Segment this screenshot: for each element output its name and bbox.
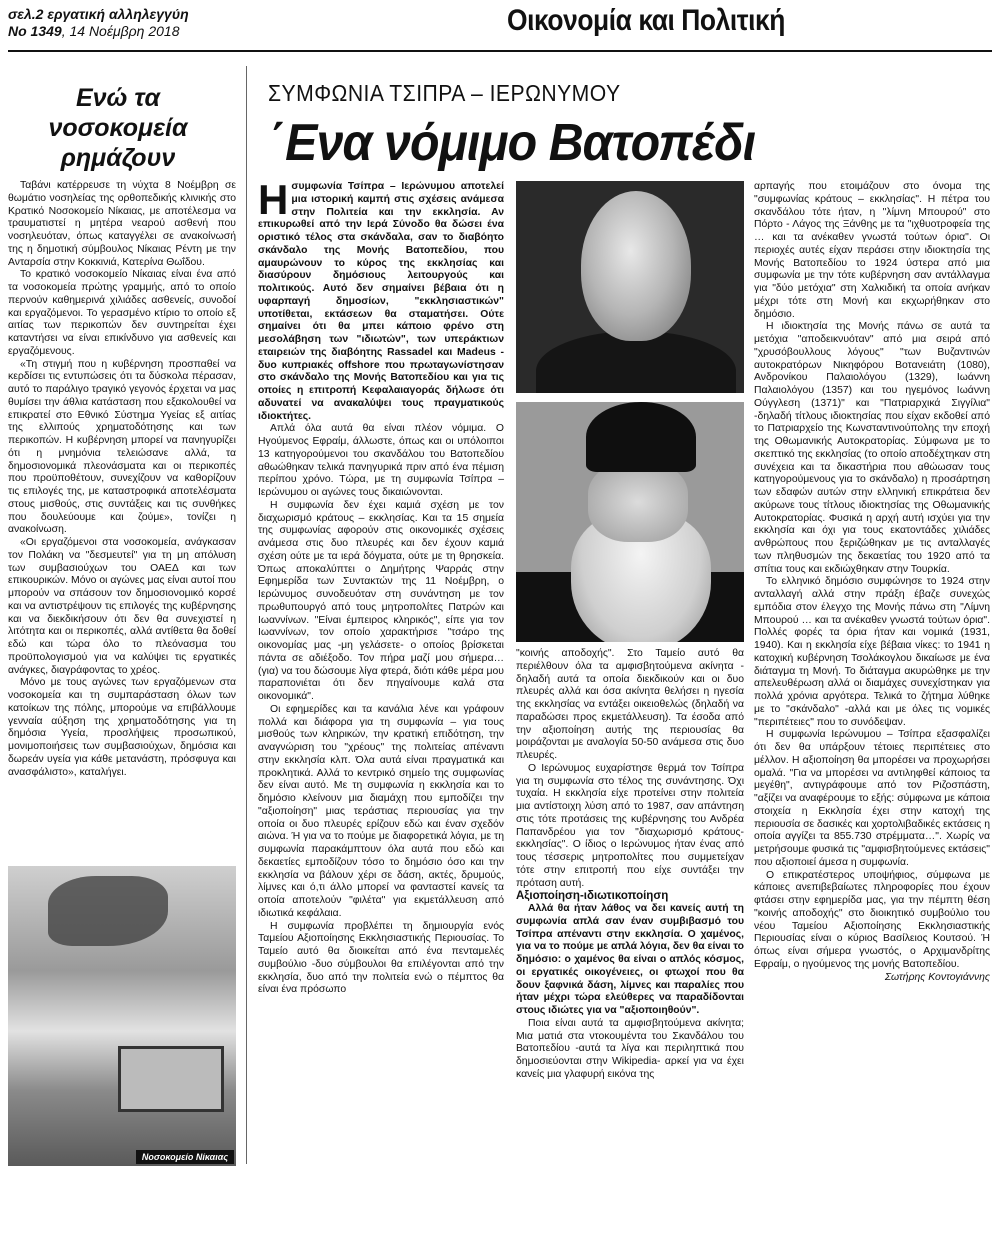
- sidebar-body: [8, 180, 236, 779]
- article-column-1: [258, 176, 504, 997]
- article-paragraph: Η συμφωνία Ιερώνυμου – Τσίπρα εξασφαλίζει ότι δεν θα υπάρξουν τέτοιες περιπέτειες στο μέλλον. Η αξιοποίηση θα μπορέσει να προχωρήσει ομαλά. "Για να μπορέσει να αντιληφθεί κάποιος τα μεγέθη", αντιγράφουμε από τον Ριζοσπάστη, "αξίζει να αναφέρουμε το εξής: σύμφωνα με κάποια στοιχεία η Εκκλησία έχει στην κατοχή της περιουσία σε δασικές και χορτολιβαδικές εκτάσεις η οποία αγγίζει τα 855.730 στρέμματα…". Χωρίς να μετρήσουμε φυσικά τις "αμφισβητούμενες εκτάσεις" που αξιοποιεί άμεσα η συμφωνία.: [754, 729, 990, 868]
- article-paragraph: Η συμφωνία δεν έχει καμιά σχέση με τον διαχωρισμό κράτους – εκκλησίας. Και τα 15 σημεία της συμφωνίας αφορούν στις οικονομικές σχέσεις ανάμεσα στις δυο πλευρές και δεν έχουν καμιά σχέση ούτε με τα ιερά δόγματα, ούτε με τη θρησκεία. Όπως αποκαλύπτει ο Δημήτρης Ψαρράς στην Εφημερίδα των Συντακτών της 11 Νοέμβρη, ο Ιερώνυμος συνοδευόταν στη συνάντηση με τον πρωθυπουργό από τους μητροπολίτες Πατρών και Ιωαννίνων. "Είναι έμπειρος κληρικός", είπε για τον Ιωαννίνων, τον οποίο χαρακτήρισε "τσάρο της οικονομίας μας -μη γελάσετε- ο οποίος βρίσκεται πάντα σε αδιέξοδο. Τον πήρα μαζί μου σήμερα… (για) να του δώσουμε λίγα φτερά, διότι κάθε μέρα μου παραπονιέται ότι δεν πηγαίνουμε καλά στα οικονομικά".: [258, 499, 504, 702]
- sidebar-paragraph: «Τη στιγμή που η κυβέρνηση προσπαθεί να κερδίσει τις εντυπώσεις ότι τα δύσκολα πέρασαν, αυτό το παράλιγο τραγικό γεγονός έρχεται να μας θυμίσει την άθλια κατάσταση που εξακολουθεί να επικρατεί στο Εθνικό Σύστημα Υγείας εξ αιτίας της ελλιπούς χρηματοδότησης και των περικοπών. Η κυβέρνηση μπορεί να πανηγυρίζει ότι η μνημόνια τελειώσανε αλλά, τα δημοσιονομικά πλεονάσματα και οι περικοπές που προϋποθέτουν, συνεχίζουν να καθορίζουν τις επιλογές της, με καταστροφικά αποτελέσματα στους μισθούς, στις συντάξεις και τις συνθήκες που δουλεύουμε και ζούμε», τονίζει η ανακοίνωση.: [8, 358, 236, 536]
- page-label: σελ.2: [8, 6, 44, 22]
- column-divider: [246, 66, 247, 1164]
- photo-face: [581, 191, 691, 341]
- article-paragraph: αρπαγής που ετοιμάζουν στο όνομα της "συμφωνίας κράτους – εκκλησίας". Η πέτρα του σκανδάλου τότε ήταν, η "λίμνη Μπουρού" στο Πόρτο - Λάγος της Ξάνθης με τα "ιχθυοτροφεία της … και τα ανέκαθεν γνωστά τούτων όρια". Οι περιοχές αυτές είχαν περάσει στην ιδιοκτησία της Μονής Βατοπεδίου το 1924 ύστερα από μια συμφωνία με την τότε κυβέρνηση σαν αντάλλαγμα για "δύο μετόχια" στη Χαλκιδική τα οποία ανήκαν μέχρι τότε στη Μονή και εκχωρήθηκαν στο δημόσιο.: [754, 181, 990, 320]
- article-kicker: ΣΥΜΦΩΝΙΑ ΤΣΙΠΡΑ – ΙΕΡΩΝΥΜΟΥ: [268, 80, 621, 106]
- article-paragraph: Ο Ιερώνυμος ευχαρίστησε θερμά τον Τσίπρα για τη συμφωνία στο τέλος της συνάντησης. Όχι τυχαία. Η εκκλησία είχε προτείνει στην πολιτεία μια αντίστοιχη λύση από το 1987, σαν απάντηση στις τότε προτάσεις της κυβέρνησης του Ανδρέα Παπανδρέου για τον "διαχωρισμό κράτους-εκκλησίας". Ο ίδιος ο Ιερώνυμος ήταν ένας από τους τέσσερις μητροπολίτες που συμμετείχαν τότε στην επιτροπή που είχε συντάξει την πρόταση αυτή.: [516, 762, 744, 889]
- article-paragraph: Το ελληνικό δημόσιο συμφώνησε το 1924 στην ανταλλαγή αλλά στην πράξη έβαζε συνεχώς εμπόδια στον έλεγχο της Μονής πάνω στη "Λίμνη Μπουρού … και τα ανέκαθεν γνωστά τούτων όρια". Πολλές φορές τα όρια ήταν και νομικά (1931, 1940). Και η εκκλησία είχε βέβαια νίκες: το 1941 η κατοχική κυβέρνηση Τσολάκογλου δικαίωσε με ένα διάταγμα τη Μονή. Το διάταγμα ακυρώθηκε με την απελευθέρωση αλλά οι διαμάχες συνεχίστηκαν για πολλά χρόνια αργότερα. Τελικά το ζήτημα λύθηκε με το "σκάνδαλο" -αλλά και με όλες τις νομικές "περιπέτειες" που το συνόδεψαν.: [754, 576, 990, 728]
- paper-name: εργατική αλληλεγγύη: [47, 6, 189, 22]
- article-paragraph: Η συμφωνία προβλέπει τη δημιουργία ενός Ταμείου Αξιοποίησης Εκκλησιαστικής Περιουσίας. Το Ταμείο αυτό θα διοικείται από ένα πενταμελές συμβούλιο -δυο σύμβουλοι θα επιλέγονται από την εκκλησία, δυο από την πολιτεία ενώ ο πέμπτος θα είναι ένα πρόσωπο: [258, 920, 504, 996]
- collapsed-ceiling: [48, 876, 168, 946]
- sidebar-paragraph: Μόνο με τους αγώνες των εργαζόμενων στα νοσοκομεία και τη συμπαράσταση όλων των κατοίκων της πόλης, μπορούμε να επιβάλλουμε γενναία αύξηση της χρηματοδότησης για τη δημόσια Υγεία, προσλήψεις προσωπικού, μονιμοποιήσεις των συμβασιούχων, δημόσια και δωρεάν υγεία για κάθε μετανάστη, πρόσφυγα και ανασφάλιστο», καταλήγει.: [8, 677, 236, 778]
- abbot-photo: [516, 402, 744, 642]
- article-paragraph: Η ιδιοκτησία της Μονής πάνω σε αυτά τα μετόχια "αποδεικνυόταν" από μια σειρά από "χρυσόβουλλους λόγους" "των Βυζαντινών αυτοκρατόρων Νικηφόρου Βοτανειάτη (1080), Ανδρονίκου Παλαιολόγου (1329), Ιωάννη Παλαιολόγου (1357) και του ηγεμόνος Ιωάννη Ούγγλεση (1371)" και "Πατριαρχικά Σιγγίλια" -δηλαδή τίτλους ιδιοκτησίας που είχαν εκδοθεί από το Πατριαρχείο της Κωνσταντινούπολης την εποχή της Οθωμανικής Αυτοκρατορίας. Σύμφωνα με το σκεπτικό της εκκλησίας (το οποίο αποδέχτηκαν στη συνέχεια και τα δικαστήρια που αθώωσαν τους κατηγορούμενους για το σκάνδαλο) η προσάρτηση των εδαφών αυτών στην ελληνική επικράτεια δεν ακύρωνε τους τίτλους ιδιοκτησίας της Οθωμανικής Αυτοκρατορίας. Φυσικά η αρχή αυτή ισχύει για την εκκλησία και όχι για τους εκατοντάδες χιλιάδες ανθρώπους που ξεριζώθηκαν με τις ανταλλαγές των πληθυσμών της δεκαετίας του 1920 από τα σπίτια τους και εκδιώχθηκαν στην Τουρκία.: [754, 321, 990, 575]
- issue-number: Νο 1349: [8, 23, 62, 39]
- article-paragraph: Ποια είναι αυτά τα αμφισβητούμενα ακίνητα; Μια ματιά στα ντοκουμέντα του Σκανδάλου του Βατοπεδίου -αυτά τα λίγα και περιληπτικά που δημοσιεύονται στην Wikipedia- αρκεί για να έχει κανείς μια γλαφυρή εικόνα της: [516, 1017, 744, 1080]
- article-column-2: [516, 648, 744, 1082]
- photo-hat: [586, 402, 696, 472]
- sidebar-paragraph: Το κρατικό νοσοκομείο Νίκαιας είναι ένα από τα νοσοκομεία πρώτης γραμμής, από το οποίο περνούν καθημερινά χιλιάδες ασθενείς, συνοδοί και εργαζόμενοι. Το γερασμένο κτίριο το οποίο εξ αιτίας των περικοπών δεν συντηρείται έχει καταντήσει να είναι επικίνδυνο για ασθενείς και εργαζόμενους.: [8, 269, 236, 357]
- article-paragraph: "κοινής αποδοχής". Στο Ταμείο αυτό θα περιέλθουν όλα τα αμφισβητούμενα ακίνητα - δηλαδή αυτά τα οποία διεκδικούν και οι δυο πλευρές αλλά και όσα ακίνητα θελήσει η ηγεσία της εκκλησίας να εντάξει οικειοθελώς (δηλαδή να παραδώσει προς εκμετάλλευση). Τα έσοδα από την αξιοποίηση αυτής της περιουσίας θα μοιράζονται με αναλογία 50-50 ανάμεσα στις δυο πλευρές.: [516, 648, 744, 761]
- sidebar-headline: Ενώ τα νοσοκομεία ρημάζουν: [48, 84, 188, 172]
- article-title: ΄Ενα νόμιμο Βατοπέδι: [270, 114, 756, 172]
- article-paragraph: Ο επικρατέστερος υποψήφιος, σύμφωνα με κάποιες ανεπιβεβαίωτες πληροφορίες που έχουν φτάσει στην εφημερίδα μας, για την πέμπτη θέση "κοινής αποδοχής" στο διοικητικό συμβούλιο του νέου Ταμείου Αξιοποίησης Εκκλησιαστικής Περιουσίας είναι ο κύριος Βασίλειος Κουτσού. Ή όπως είναι σήμερα γνωστός, ο Αρχιμανδρίτης Εφραίμ, ο ηγούμενος της μονής Βατοπεδίου.: [754, 869, 990, 970]
- issue-date: , 14 Νοέμβρη 2018: [61, 23, 180, 39]
- sidebar-paragraph: Ταβάνι κατέρρευσε τη νύχτα 8 Νοέμβρη σε θωμάτιο νοσηλείας της ορθοπεδικής κλινικής στο Κρατικό Νοσοκομείο Νίκαιας, με αποτέλεσμα να τραυματιστεί η μητέρα νεαρού ασθενή που νοσηλευόταν, όπως καταγγέλει σε ανακοίνωσή της η δημοτική σύμβουλος Νίκαιας Ρέντη με την Ανταρσία στην Κοκκινιά, Κατερίνα Θωΐδου.: [8, 180, 236, 268]
- author-signature: Σωτήρης Κοντογιάννης: [884, 971, 990, 983]
- hospital-bed: [118, 1046, 224, 1112]
- photo-caption: Νοσοκομείο Νίκαιας: [136, 1150, 234, 1164]
- section-title: Οικονομία και Πολιτική: [507, 4, 785, 37]
- article-column-3: [754, 181, 990, 984]
- drop-cap: Η: [258, 176, 289, 223]
- sidebar-paragraph: «Οι εργαζόμενοι στα νοσοκομεία, ανάγκασαν τον Πολάκη να "δεσμευτεί" για τη μη απόλυση των συμβασιούχων του ΟΑΕΔ και των επικουρικών. Μόνο οι αγώνες μας είναι αυτοί που μπορούν να σπάσουν τον δημοσιονομικό κορσέ και να αντιστρέψουν τις επιλογές της κυβέρνησης και να διεκδικήσουν ότι δεν θα συνεχιστεί η λιτότητα και οι περικοπές, αλλά αντίθετα θα δοθεί εδώ και τώρα όλο το πλεόνασμα του προϋπολογισμού για να καλύψει τις εργατικές ανάγκες, διαγράφοντας το χρέος.: [8, 537, 236, 676]
- article-subhead: Αξιοποίηση-ιδιωτικοποίηση: [516, 890, 669, 903]
- photo-face: [588, 462, 688, 542]
- article-paragraph: Οι εφημερίδες και τα κανάλια λένε και γράφουν πολλά και διάφορα για τη συμφωνία – για τους μισθούς των κληρικών, την κρατική επιδότηση, την αναγνώριση του "χρέους" της πολιτείας απέναντι στην εκκλησία κλπ. Όλα αυτά είναι πραγματικά και προκλητικά. Αλλά το κεντρικό σημείο της συμφωνίας δεν είναι αυτό. Με τη συμφωνία η εκκλησία και το δημόσιο κλείνουν μια διαμάχη που εμποδίζει την "αξιοποίηση" μιας τεράστιας περιουσίας για την οποία οι δυο πλευρές ερίζουν εδώ και έναν σχεδόν αιώνα. Ή για να το πούμε με διαφορετικά λόγια, με τη συμφωνία παρακάμπτουν όλα αυτά που εδώ και δεκαετίες εμποδίζουν τόσο το δημόσιο όσο και την εκκλησία να βάλουν χέρι σε δάση, ακτές, δρυμούς, λίμνες και ό,τι άλλο μπορεί να φανταστεί κανείς τα οποία αποτελούν "φιλέτα" για εκμετάλλευση από ιδιωτικά κεφάλαια.: [258, 703, 504, 919]
- header-divider: [8, 50, 992, 52]
- masthead: [8, 6, 268, 40]
- hospital-photo: [8, 866, 236, 1166]
- article-paragraph: Απλά όλα αυτά θα είναι πλέον νόμιμα. Ο Ηγούμενος Εφραίμ, άλλωστε, όπως και οι υπόλοιποι 13 κατηγορούμενοι του σκανδάλου του Βατοπεδίου αθωώθηκαν τελικά πανηγυρικά πριν από ένα πέμιση περίπου χρόνο. Τώρα, με τη συμφωνία Τσίπρα – Ιερώνυμου οι αγώνες τους δικαιώνονται.: [258, 423, 504, 498]
- article-lead: συμφωνία Τσίπρα – Ιερώνυμου αποτελεί μια ιστορική καμπή στις σχέσεις ανάμεσα στην Πολιτεία και την εκκλησία. Αν επικυρωθεί από την Ιερά Σύνοδο θα δώσει ένα οριστικό τέλος στα σκάνδαλα, σαν το διαβόητο σκάνδαλο της Μονής Βατοπεδίου, που αμαυρώνουν το κύρος της εκκλησίας και διασύρουν δημόσιους λειτουργούς και πολιτικούς. Αυτό δεν σημαίνει βέβαια ότι η υφαρπαγή δημοσίων, "εκκλησιαστικών" υποτίθεται, εκτάσεων θα σταματήσει. Ούτε σημαίνει ότι θα μπει κάποιο φρένο στη μεσολάβηση των "ιδιωτών", των υπεράκτιων εταιρειών της διαβόητης Rassadel και Madeus - δυο κυπριακές offshore που πρωταγωνίστησαν στο σκάνδαλο της Μονής Βατοπεδίου και για τις οποίες η επιτροπή Κεφαλαιαγοράς δήλωσε ότι αδυνατεί να ανακαλύψει τους πραγματικούς ιδιοκτήτες.: [258, 181, 504, 422]
- article-paragraph: Αλλά θα ήταν λάθος να δει κανείς αυτή τη συμφωνία απλά σαν έναν συμβιβασμό του Τσίπρα απέναντι στην εκκλησία. Ο χαμένος, για να το πούμε με απλά λόγια, δεν θα είναι το δημόσιο: ο χαμένος θα είναι ο απλός κόσμος, οι εργατικές οικογένειες, οι φτωχοί που θα δουν ξαφνικά δάση, λίμνες και παραλίες που ήταν μέχρι τώρα ελεύθερες να παραδίδονται στους ιδιώτες για να "αξιοποιηθούν".: [516, 903, 744, 1016]
- politician-photo: [516, 181, 744, 393]
